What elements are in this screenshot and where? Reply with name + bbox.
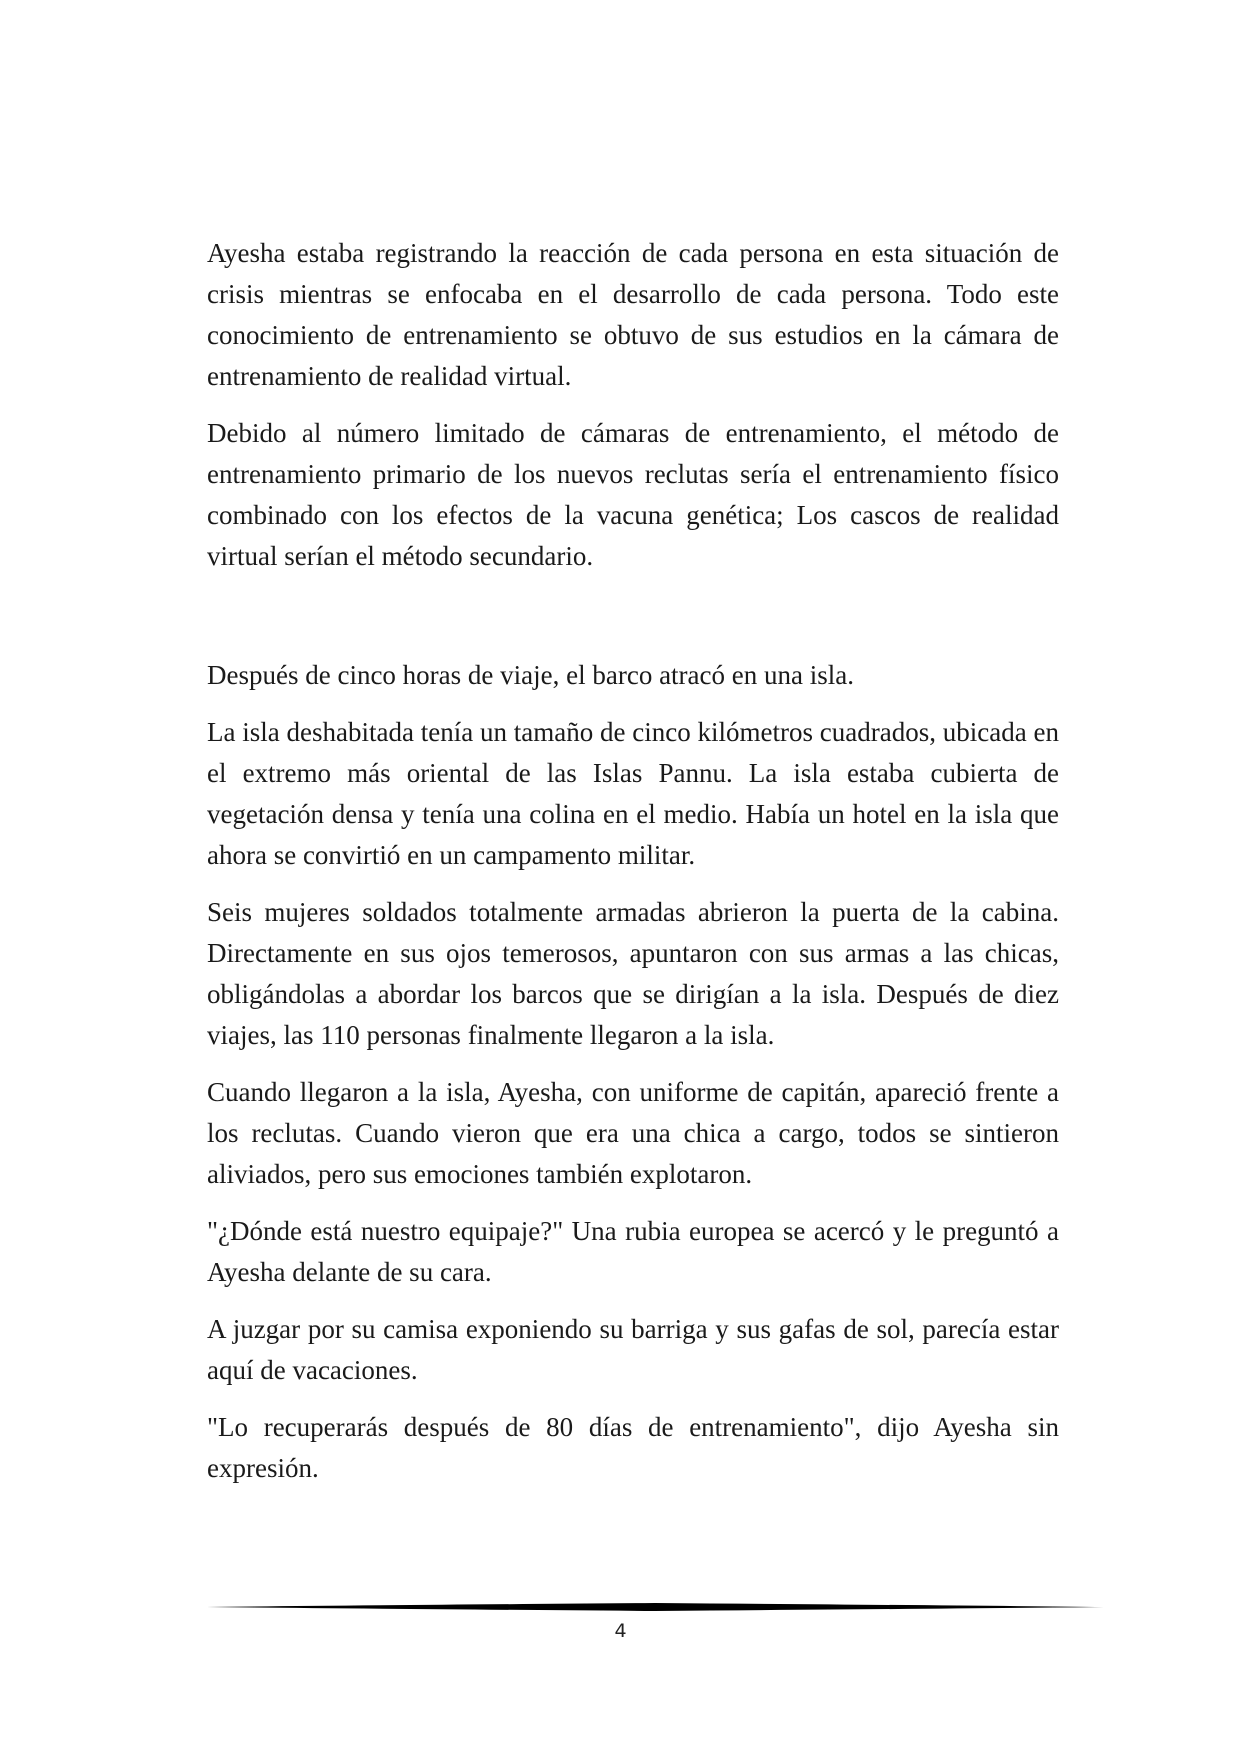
paragraph: Ayesha estaba registrando la reacción de cada persona en esta situación de crisis mientras se enfocaba en el desarrollo de cada persona. Todo este conocimiento de entrenamiento se obtuvo de sus estudios en la cámara de entrenamiento de realidad virtual.	[207, 238, 1059, 391]
text-section-1	[207, 233, 1059, 593]
text-section-2	[207, 655, 1059, 1505]
paragraph: "¿Dónde está nuestro equipaje?" Una rubia europea se acercó y le preguntó a Ayesha delante de su cara.	[207, 1216, 1059, 1287]
page-number: 4	[614, 1620, 627, 1642]
paragraph: Después de cinco horas de viaje, el barco atracó en una isla.	[207, 660, 854, 690]
paragraph: A juzgar por su camisa exponiendo su barriga y sus gafas de sol, parecía estar aquí de vacaciones.	[207, 1314, 1059, 1385]
paragraph: La isla deshabitada tenía un tamaño de cinco kilómetros cuadrados, ubicada en el extremo más oriental de las Islas Pannu. La isla estaba cubierta de vegetación densa y tenía una colina en el medio. Había un hotel en la isla que ahora se convirtió en un campamento militar.	[207, 717, 1059, 870]
paragraph: "Lo recuperarás después de 80 días de entrenamiento", dijo Ayesha sin expresión.	[207, 1412, 1059, 1483]
footer-divider	[207, 1602, 1104, 1612]
paragraph: Debido al número limitado de cámaras de entrenamiento, el método de entrenamiento primario de los nuevos reclutas sería el entrenamiento físico combinado con los efectos de la vacuna genética; Los cascos de realidad virtual serían el método secundario.	[207, 418, 1059, 571]
paragraph: Cuando llegaron a la isla, Ayesha, con uniforme de capitán, apareció frente a los reclutas. Cuando vieron que era una chica a cargo, todos se sintieron aliviados, pero sus emociones también explotaron.	[207, 1077, 1059, 1189]
paragraph: Seis mujeres soldados totalmente armadas abrieron la puerta de la cabina. Directamente en sus ojos temerosos, apuntaron con sus armas a las chicas, obligándolas a abordar los barcos que se dirigían a la isla. Después de diez viajes, las 110 personas finalmente llegaron a la isla.	[207, 897, 1059, 1050]
